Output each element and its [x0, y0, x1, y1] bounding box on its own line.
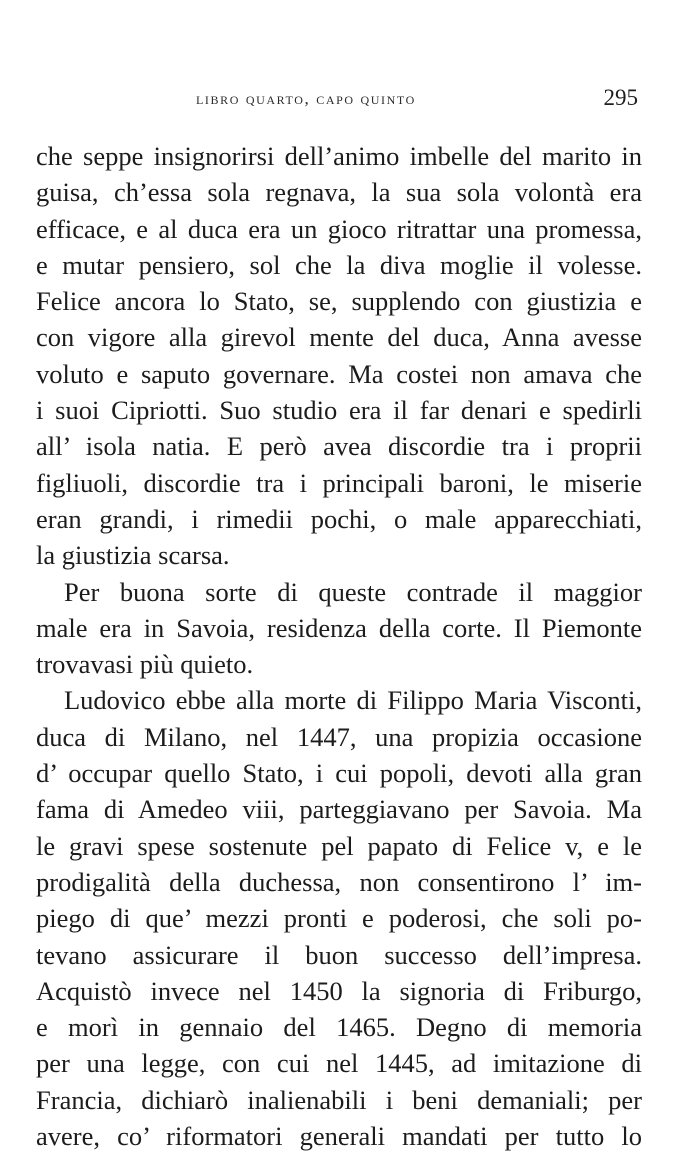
- text-line: la giustizia scarsa.: [36, 540, 230, 571]
- running-title: libro quarto, capo quinto: [196, 89, 416, 108]
- text-line: all’ isola natia. E però avea discordie tra i proprii: [36, 431, 642, 462]
- text-line: male era in Savoia, residenza della corte. Il Piemonte: [36, 612, 642, 643]
- text-line: voluto e saputo governare. Ma costei non amava che: [36, 358, 642, 389]
- text-line: le gravi spese sostenute pel papato di Felice v, e le: [36, 830, 642, 861]
- body-text: [36, 138, 642, 1154]
- text-line: avere, co’ riformatori generali mandati per tutto lo: [36, 1121, 642, 1152]
- text-line: e mutar pensiero, sol che la diva moglie il volesse.: [36, 249, 642, 280]
- text-line: Per buona sorte di queste contrade il maggior: [64, 576, 642, 607]
- text-line: trovavasi più quieto.: [36, 649, 254, 680]
- text-line: e morì in gennaio del 1465. Degno di memoria: [36, 1012, 642, 1043]
- text-line: piego di que’ mezzi pronti e poderosi, che soli po-: [36, 903, 642, 934]
- text-line: con vigore alla girevol mente del duca, Anna avesse: [36, 322, 642, 353]
- text-line: per una legge, con cui nel 1445, ad imitazione di: [36, 1048, 642, 1079]
- text-line: figliuoli, discordie tra i principali baroni, le miserie: [36, 467, 642, 498]
- text-line: Ludovico ebbe alla morte di Filippo Maria Visconti,: [64, 685, 642, 716]
- text-line: guisa, ch’essa sola regnava, la sua sola volontà era: [36, 177, 642, 208]
- text-line: efficace, e al duca era un gioco ritrattar una promessa,: [36, 213, 642, 244]
- running-head: [0, 85, 700, 119]
- page-number: 295: [603, 85, 638, 110]
- text-line: che seppe insignorirsi dell’animo imbelle del marito in: [36, 141, 642, 171]
- text-line: Francia, dichiarò inalienabili i beni demaniali; per: [36, 1084, 642, 1115]
- text-line: i suoi Cipriotti. Suo studio era il far denari e spedirli: [36, 395, 642, 426]
- text-line: duca di Milano, nel 1447, una propizia occasione: [36, 721, 642, 752]
- text-line: tevano assicurare il buon successo dell’impresa.: [36, 939, 642, 970]
- text-line: eran grandi, i rimedii pochi, o male apparecchiati,: [36, 503, 642, 534]
- text-line: Felice ancora lo Stato, se, supplendo con giustizia e: [36, 286, 642, 317]
- text-line: fama di Amedeo viii, parteggiavano per Savoia. Ma: [36, 794, 642, 825]
- text-line: Acquistò invece nel 1450 la signoria di Friburgo,: [36, 975, 642, 1006]
- text-line: prodigalità della duchessa, non consentirono l’ im-: [36, 866, 642, 897]
- text-line: d’ occupar quello Stato, i cui popoli, devoti alla gran: [36, 758, 642, 789]
